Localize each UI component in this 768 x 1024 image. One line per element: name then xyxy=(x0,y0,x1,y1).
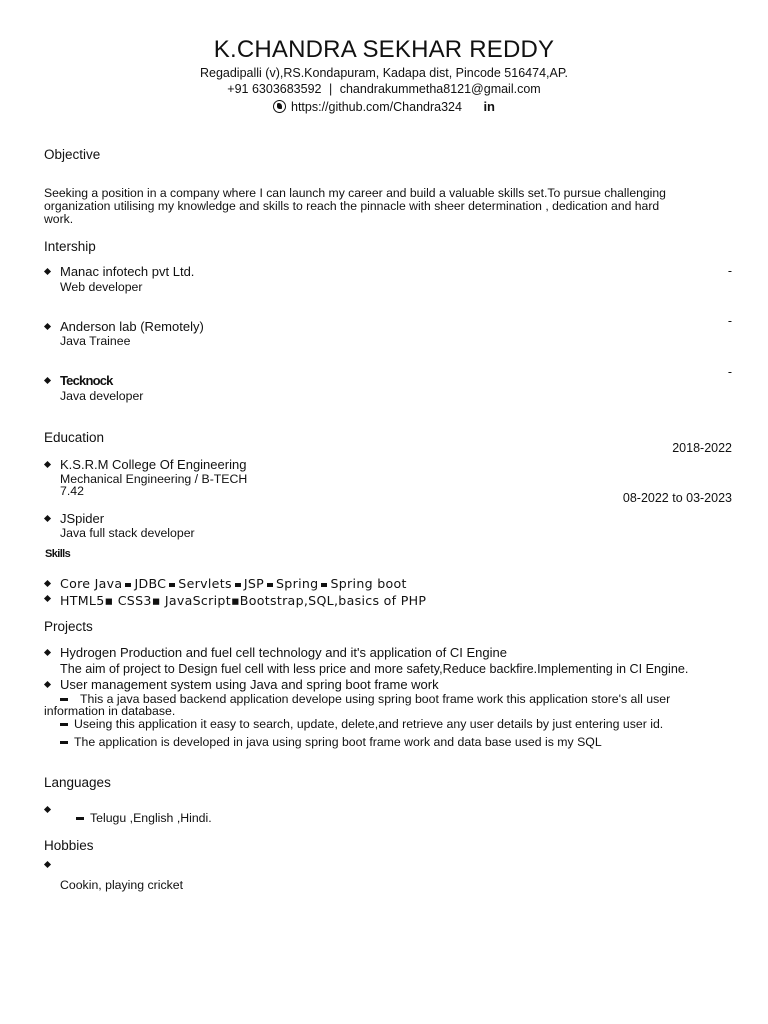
bullet-icon xyxy=(44,377,51,384)
education-institution: JSpider xyxy=(60,511,105,526)
separator-icon xyxy=(169,583,175,587)
internship-date: - xyxy=(727,314,732,328)
project-description: The aim of project to Design fuel cell with less price and more safety,Reduce backfire.Implementing in CI Engine. xyxy=(60,662,689,676)
separator-icon xyxy=(125,583,131,587)
email-link[interactable]: chandrakummetha8121@gmail.com xyxy=(339,82,541,96)
skill: Core Java xyxy=(60,576,123,591)
bullet-icon xyxy=(44,323,51,330)
bullet-icon xyxy=(44,806,51,813)
hobbies-heading: Hobbies xyxy=(44,838,94,853)
separator-icon xyxy=(321,583,327,587)
links-row xyxy=(0,99,768,114)
contact-separator: | xyxy=(328,82,333,96)
address: Regadipalli (v),RS.Kondapuram, Kadapa dist, Pincode 516474,AP. xyxy=(199,66,569,80)
project-point: Useing this application it easy to search, update, delete,and retrieve any user details by just entering user id. xyxy=(60,717,663,731)
contact-row xyxy=(0,82,768,96)
project-title: Hydrogen Production and fuel cell technology and it's application of CI Engine xyxy=(60,645,507,660)
bullet-icon xyxy=(44,649,51,656)
objective-line-1: Seeking a position in a company where I can launch my career and build a valuable skills set.To pursue challenging xyxy=(44,186,666,200)
skill: Spring xyxy=(276,576,319,591)
linkedin-icon[interactable]: in xyxy=(483,99,495,114)
skill: JSP xyxy=(243,576,265,591)
bullet-icon xyxy=(44,461,51,468)
bullet-icon xyxy=(44,268,51,275)
skills-heading: Skills xyxy=(45,548,71,560)
skill: Servlets xyxy=(178,576,232,591)
bullet-icon xyxy=(44,595,51,602)
candidate-name: K.CHANDRA SEKHAR REDDY xyxy=(213,36,555,63)
internship-company: Manac infotech pvt Ltd. xyxy=(60,264,195,279)
skill: JDBC xyxy=(134,576,167,591)
projects-heading: Projects xyxy=(44,619,93,634)
dash-icon xyxy=(60,698,68,701)
dash-icon xyxy=(60,723,68,726)
project-point: The application is developed in java using spring boot frame work and data base used is my SQL xyxy=(60,735,602,749)
education-score: 7.42 xyxy=(60,484,84,498)
bullet-icon xyxy=(44,681,51,688)
internship-company: Tecknock xyxy=(60,373,113,388)
internship-role: Java developer xyxy=(60,389,144,403)
internship-heading: Intership xyxy=(44,239,96,254)
bullet-icon xyxy=(44,861,51,868)
dash-icon xyxy=(76,817,84,820)
hobbies-text: Cookin, playing cricket xyxy=(60,878,184,892)
objective-line-3: work. xyxy=(44,212,74,226)
skills-line-2: HTML5▪ CSS3▪ JavaScript▪Bootstrap,SQL,basics of PHP xyxy=(60,593,427,608)
separator-icon xyxy=(267,583,273,587)
internship-role: Java Trainee xyxy=(60,334,131,348)
phone: +91 6303683592 xyxy=(227,82,322,96)
languages-heading: Languages xyxy=(44,775,111,790)
education-institution: K.S.R.M College Of Engineering xyxy=(60,457,247,472)
project-point: This a java based backend application develope using spring boot frame work this application store's all user xyxy=(60,692,740,706)
bullet-icon xyxy=(44,580,51,587)
education-degree: Mechanical Engineering / B-TECH xyxy=(60,472,248,486)
project-title: User management system using Java and spring boot frame work xyxy=(60,677,439,692)
project-point-continued: information in database. xyxy=(44,704,176,718)
internship-company: Anderson lab (Remotely) xyxy=(60,319,204,334)
education-date: 2018-2022 xyxy=(672,441,732,455)
education-date: 08-2022 to 03-2023 xyxy=(622,491,732,505)
bullet-icon xyxy=(44,515,51,522)
skill: Spring boot xyxy=(330,576,407,591)
education-heading: Education xyxy=(44,430,105,445)
objective-heading: Objective xyxy=(44,147,101,162)
skills-line-1 xyxy=(60,576,407,591)
internship-date: - xyxy=(727,264,732,278)
dash-icon xyxy=(60,741,68,744)
github-link[interactable]: https://github.com/Chandra324 xyxy=(291,100,462,114)
education-degree: Java full stack developer xyxy=(60,526,195,540)
separator-icon xyxy=(235,583,241,587)
internship-date: - xyxy=(727,365,732,379)
objective-line-2: organization utilising my knowledge and skills to reach the pinnacle with sheer determination , dedication and hard xyxy=(44,199,660,213)
globe-icon xyxy=(273,100,286,113)
internship-role: Web developer xyxy=(60,280,143,294)
languages-list: Telugu ,English ,Hindi. xyxy=(60,811,212,825)
